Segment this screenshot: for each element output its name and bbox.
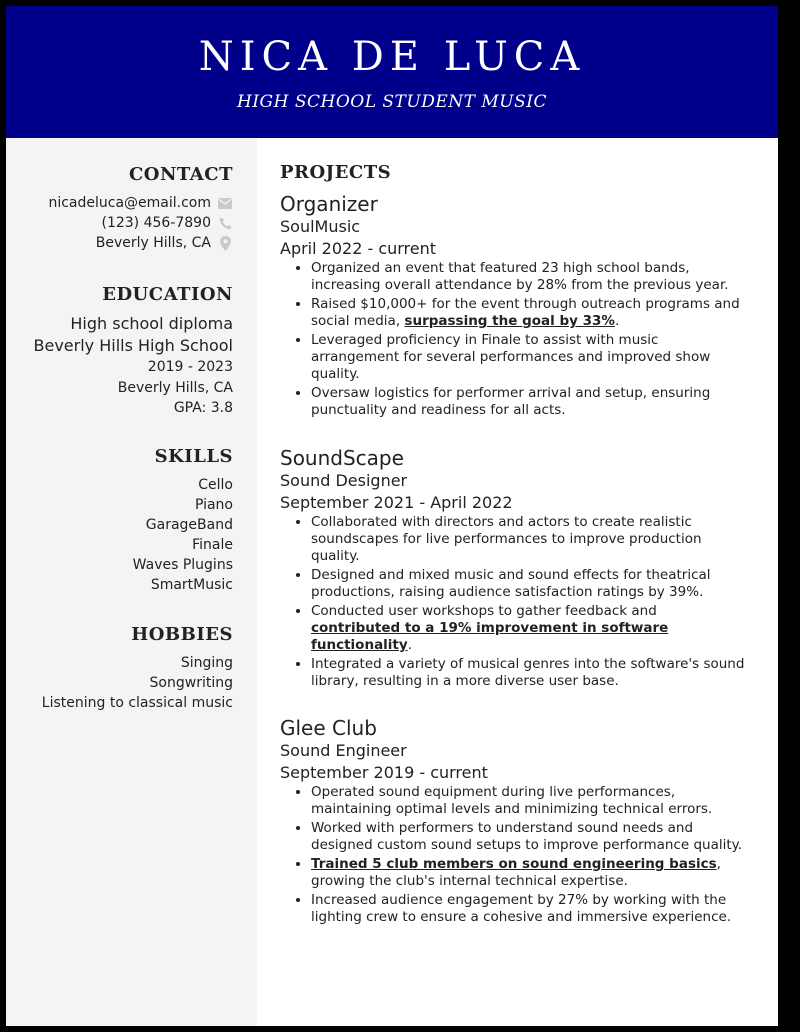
skills-section (6, 446, 233, 595)
project-entry (280, 716, 750, 928)
education-degree: High school diploma (70, 314, 233, 333)
project-role: Sound Designer (280, 471, 408, 490)
education-heading: EDUCATION (102, 284, 233, 305)
project-role: Sound Engineer (280, 741, 407, 760)
contact-email-row (6, 193, 233, 213)
highlight-text: contributed to a 19% improvement in software functionality (311, 620, 669, 653)
bullet-item: • Collaborated with directors and actors to create realistic soundscapes for live performances to improve production quality. (311, 514, 750, 565)
bullet-item: • Raised $10,000+ for the event through outreach programs and social media, surpassing the goal by 33%. (311, 296, 750, 330)
contact-email[interactable]: nicadeluca@email.com (48, 195, 211, 211)
bullet-item: • Integrated a variety of musical genres into the software's sound library, resulting in a more diverse user base. (311, 656, 750, 690)
hobbies-section (6, 624, 233, 713)
project-bullets (280, 784, 750, 926)
contact-phone[interactable]: (123) 456-7890 (101, 215, 211, 231)
project-dates: September 2021 - April 2022 (280, 493, 513, 512)
bullet-item: • Leveraged proficiency in Finale to assist with music arrangement for several performances and improved show quality. (311, 332, 750, 383)
hobby-item: Singing (180, 655, 233, 671)
skill-item: GarageBand (145, 517, 233, 533)
education-location: Beverly Hills, CA (117, 379, 233, 396)
project-entry (280, 446, 750, 692)
phone-icon (217, 216, 233, 230)
project-bullets (280, 514, 750, 690)
education-school: Beverly Hills High School (33, 336, 233, 355)
education-gpa: GPA: 3.8 (173, 400, 233, 416)
project-dates: September 2019 - current (280, 763, 488, 782)
contact-location: Beverly Hills, CA (95, 235, 211, 251)
bullet-item: • Increased audience engagement by 27% by working with the lighting crew to ensure a cohesive and immersive experience. (311, 892, 750, 926)
contact-section (6, 164, 233, 253)
project-entry (280, 192, 750, 421)
project-name: Glee Club (280, 716, 377, 740)
highlight-text: Trained 5 club members on sound engineering basics (311, 856, 717, 872)
resume-header (6, 6, 778, 138)
sidebar (6, 138, 257, 1026)
skill-item: Cello (198, 477, 233, 493)
candidate-title: HIGH SCHOOL STUDENT MUSIC (237, 92, 547, 112)
resume-page (6, 6, 778, 1026)
location-pin-icon (217, 236, 233, 250)
bullet-item: • Designed and mixed music and sound effects for theatrical productions, raising audience satisfaction ratings by 39%. (311, 567, 750, 601)
skill-item: Waves Plugins (132, 557, 233, 573)
education-dates: 2019 - 2023 (147, 359, 233, 375)
project-role: SoulMusic (280, 217, 361, 236)
bullet-item: • Operated sound equipment during live performances, maintaining optimal levels and minimizing technical errors. (311, 784, 750, 818)
bullet-item: • Oversaw logistics for performer arrival and setup, ensuring punctuality and readiness for all acts. (311, 385, 750, 419)
education-section (6, 284, 233, 419)
candidate-name: NICA DE LUCA (198, 34, 586, 80)
hobbies-heading: HOBBIES (131, 624, 233, 645)
skill-item: SmartMusic (150, 577, 233, 593)
project-name: SoundScape (280, 446, 404, 470)
projects-heading: PROJECTS (280, 162, 392, 183)
skills-heading: SKILLS (154, 446, 233, 467)
bullet-item: • Conducted user workshops to gather feedback and contributed to a 19% improvement in software functionality. (311, 603, 750, 654)
skill-item: Finale (192, 537, 233, 553)
contact-location-row (6, 233, 233, 253)
envelope-icon (217, 196, 233, 210)
hobby-item: Listening to classical music (41, 695, 233, 711)
bullet-item: • Trained 5 club members on sound engineering basics, growing the club's internal technical expertise. (311, 856, 750, 890)
hobby-item: Songwriting (149, 675, 233, 691)
skill-item: Piano (194, 497, 233, 513)
bullet-item: • Worked with performers to understand sound needs and designed custom sound setups to improve performance quality. (311, 820, 750, 854)
project-dates: April 2022 - current (280, 239, 437, 258)
highlight-text: surpassing the goal by 33% (404, 313, 615, 329)
project-name: Organizer (280, 192, 378, 216)
contact-phone-row (6, 213, 233, 233)
project-bullets (280, 260, 750, 419)
bullet-item: • Organized an event that featured 23 high school bands, increasing overall attendance by 28% from the previous year. (311, 260, 750, 294)
contact-heading: CONTACT (128, 164, 233, 185)
